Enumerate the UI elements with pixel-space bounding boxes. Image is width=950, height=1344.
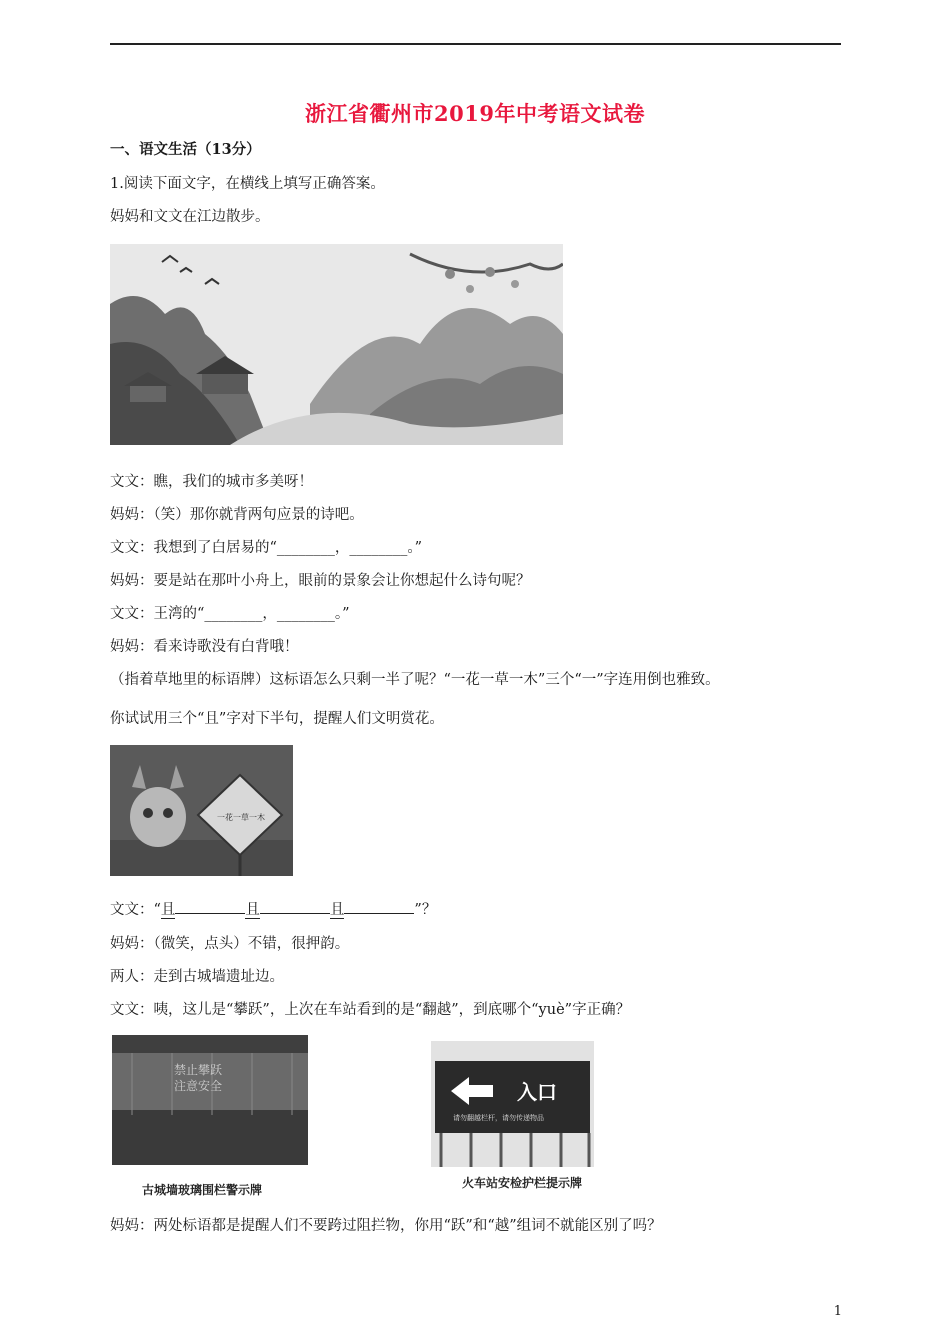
image-caption: 火车站安检护栏提示牌: [462, 1176, 583, 1190]
blank-2[interactable]: [260, 899, 330, 914]
intro-text: 妈妈和文文在江边散步。: [110, 209, 270, 225]
question-instruction: 1.阅读下面文字，在横线上填写正确答案。: [110, 176, 385, 192]
fill-prefix: 文文：“: [110, 902, 161, 918]
section-heading: 一、语文生活（13分）: [110, 141, 261, 158]
page-number: 1: [833, 1304, 842, 1319]
station-sign-photo: [431, 1041, 594, 1167]
sign-text: 一花一草一木: [217, 813, 265, 822]
dialogue-line: 两人：走到古城墙遗址边。: [110, 969, 284, 985]
sign-entrance-note: 请勿翻越栏杆，请勿传递物品: [453, 1114, 544, 1122]
dialogue-line: 你试试用三个“且”字对下半句，提醒人们文明赏花。: [110, 711, 444, 727]
dialogue-line: 妈妈：要是站在那叶小舟上，眼前的景象会让你想起什么诗句呢？: [110, 573, 531, 589]
dialogue-line: 文文：瞧，我们的城市多美呀！: [110, 474, 313, 490]
fill-blank-line: [110, 898, 436, 919]
blank-word-1: 且: [160, 902, 176, 918]
page-title: 浙江省衢州市2019年中考语文试卷: [305, 101, 645, 126]
sign-entrance-label: 入口: [517, 1080, 557, 1104]
dialogue-line: 妈妈：两处标语都是提醒人们不要跨过阻拦物，你用“跃”和“越”组词不就能区别了吗？: [110, 1218, 662, 1234]
blank-1[interactable]: [175, 899, 245, 914]
blank-word-3: 且: [329, 902, 345, 918]
flower-sign-photo: [110, 745, 293, 876]
image-caption: 古城墙玻璃围栏警示牌: [142, 1183, 263, 1197]
dialogue-line: 文文：我想到了白居易的“________，________。”: [110, 540, 423, 556]
dialogue-line: 文文：咦，这儿是“攀跃”，上次在车站看到的是“翻越”，到底哪个“yuè”字正确？: [110, 1002, 631, 1018]
landscape-painting-image: [110, 244, 563, 445]
header-rule: [110, 43, 841, 45]
dialogue-line: （指着草地里的标语牌）这标语怎么只剩一半了呢？“一花一草一木”三个“一”字连用倒也雅致。: [110, 672, 720, 688]
sign-text-line-1: 禁止攀跃: [174, 1063, 223, 1077]
blank-3[interactable]: [344, 899, 414, 914]
dialogue-line: 妈妈：看来诗歌没有白背哦！: [110, 639, 299, 655]
dialogue-line: 文文：王湾的“________，________。”: [110, 606, 350, 622]
sign-text-line-2: 注意安全: [174, 1079, 223, 1093]
city-wall-sign-photo: [112, 1035, 308, 1165]
fill-suffix: ”？: [414, 902, 437, 918]
blank-word-2: 且: [245, 902, 260, 918]
dialogue-line: 妈妈：（微笑，点头）不错，很押韵。: [110, 936, 350, 952]
dialogue-line: 妈妈：（笑）那你就背两句应景的诗吧。: [110, 507, 364, 523]
